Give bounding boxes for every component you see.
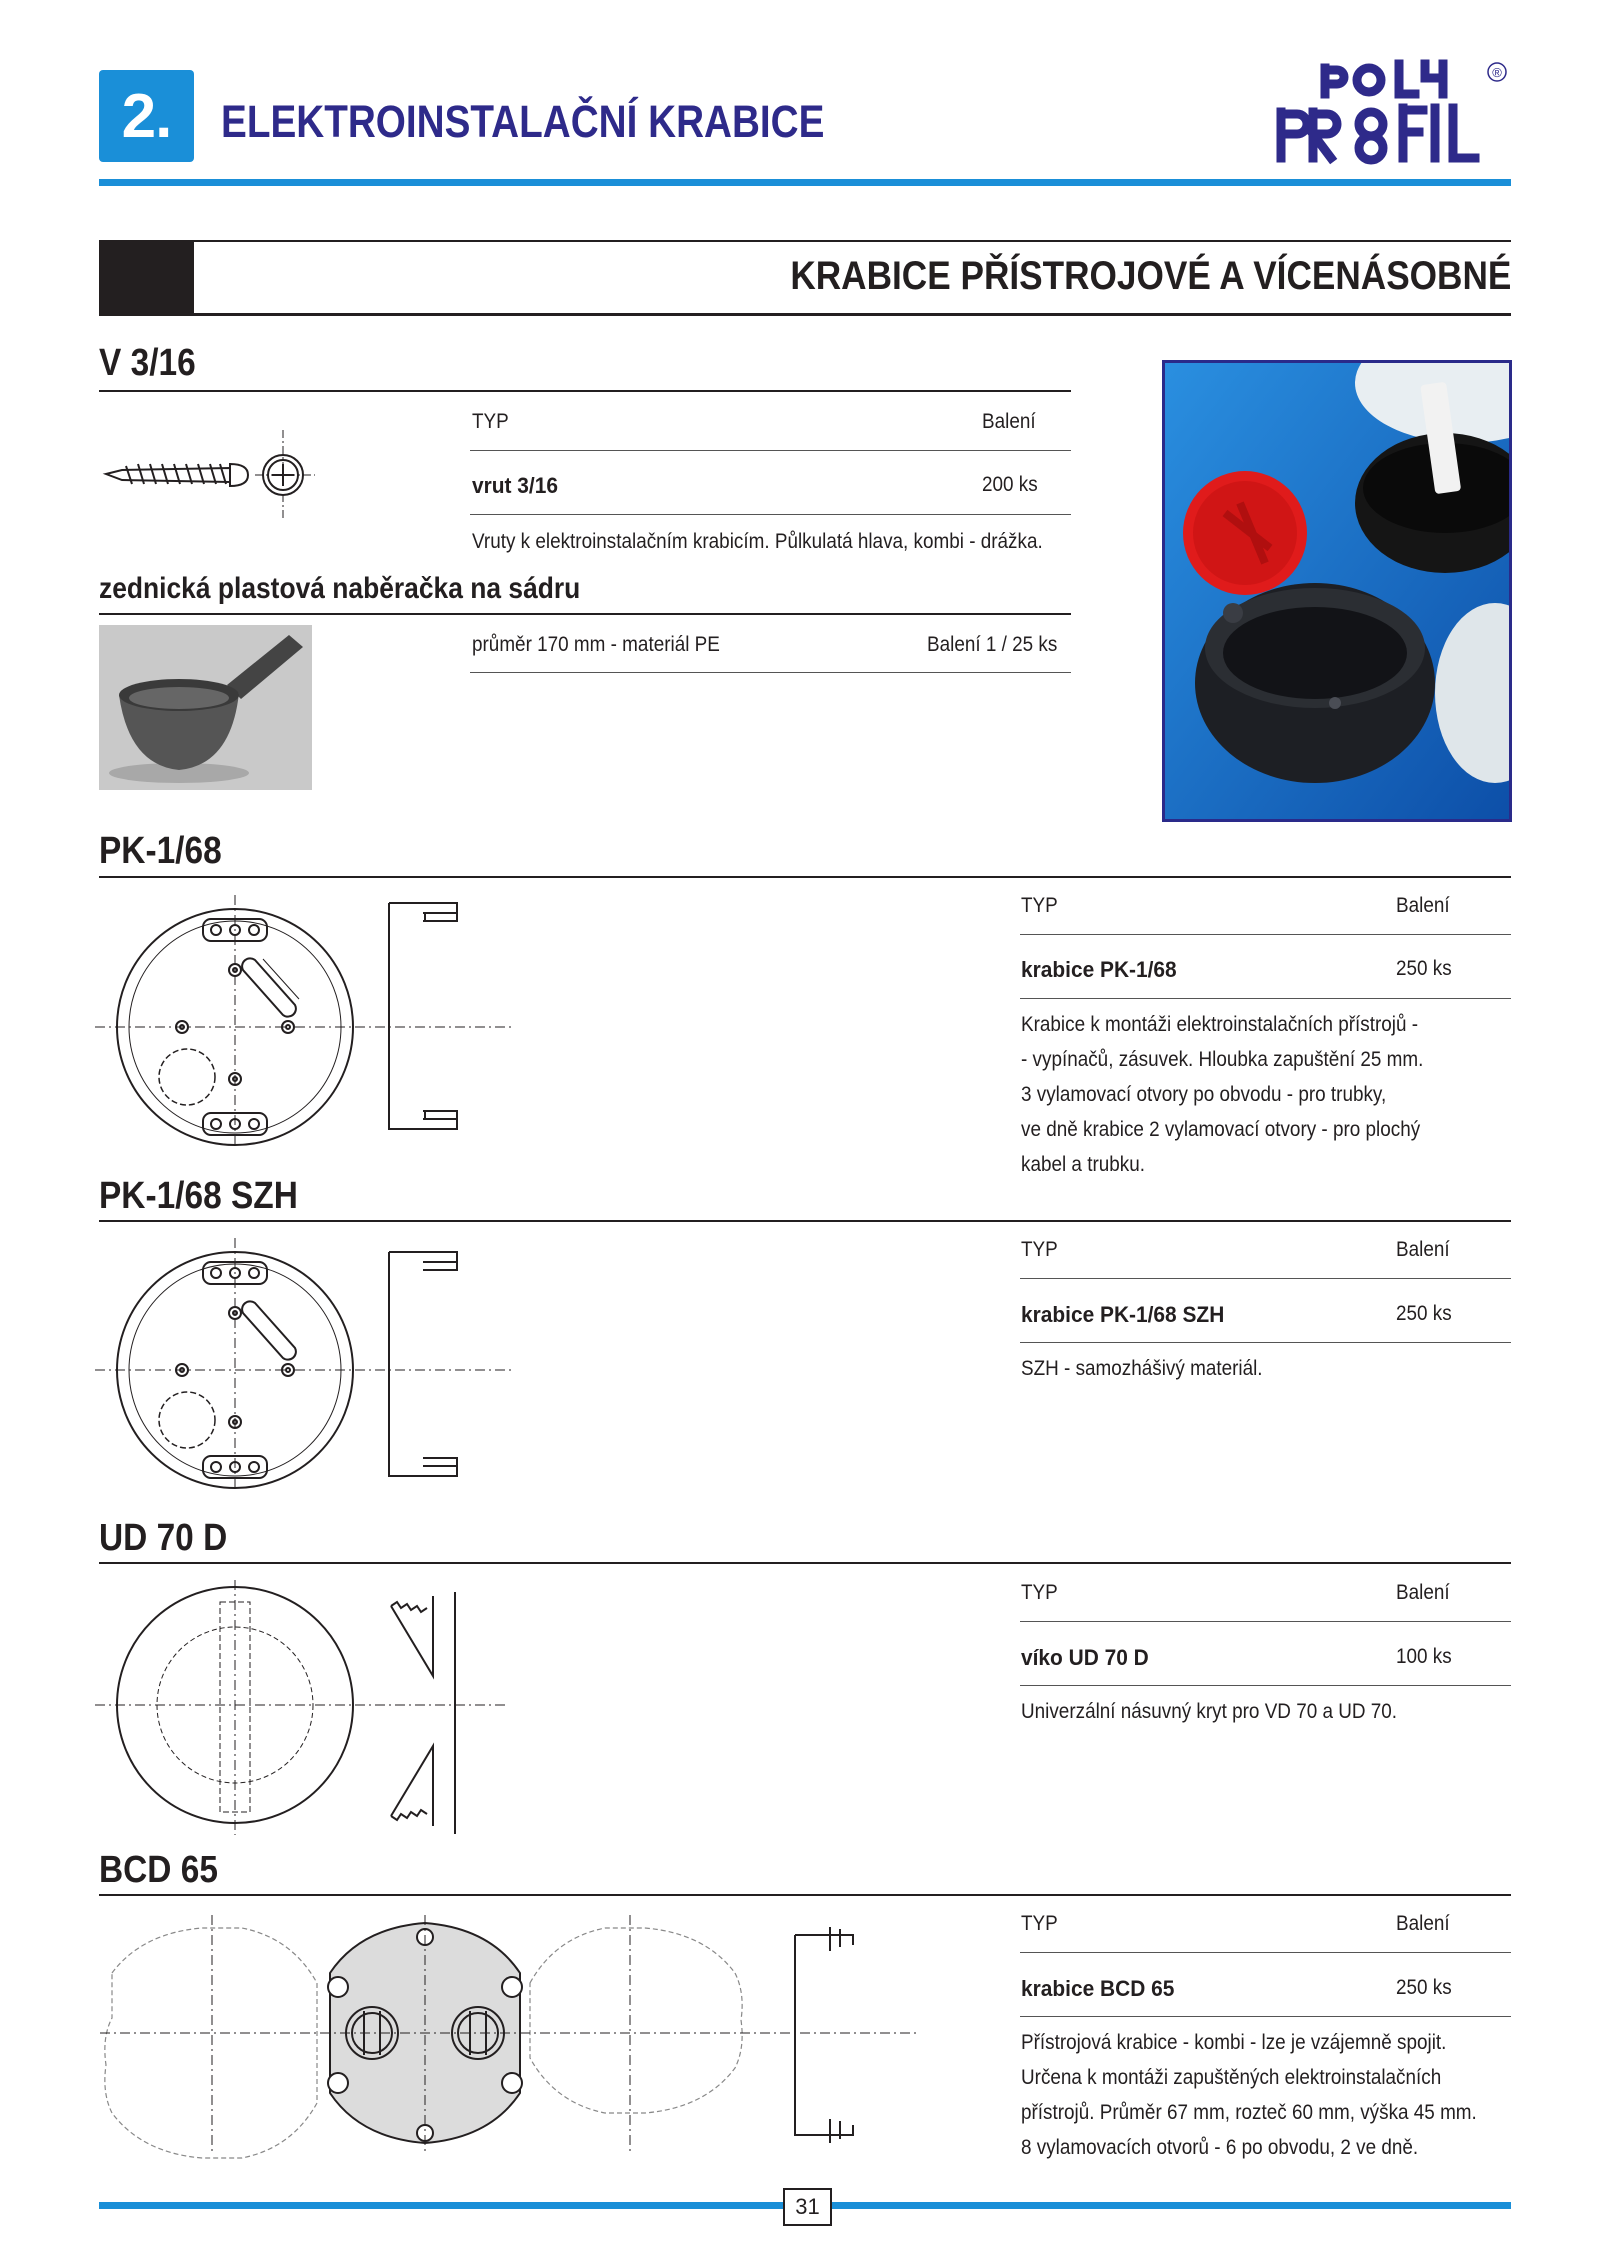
product-type: krabice PK-1/68 SZH [1021,1302,1225,1327]
table-rule [1020,2016,1511,2017]
product-photo-boxes [1162,360,1512,822]
product-pack: 250 ks [1396,1302,1452,1325]
desc-line: Přístrojová krabice - kombi - lze je vzájemně spojit. [1021,2031,1447,2054]
divider [99,1562,1511,1564]
section-block [99,240,194,316]
product-type: vrut 3/16 [472,473,558,498]
product-type: krabice PK-1/68 [1021,957,1177,982]
section-title: KRABICE PŘÍSTROJOVÉ A VÍCENÁSOBNÉ [789,254,1511,298]
product-heading-scoop: zednická plastová naběračka na sádru [99,572,581,605]
table-rule [1020,1621,1511,1622]
divider [99,613,1071,615]
desc-line: Určena k montáži zapuštěných elektroinstalačních [1021,2066,1442,2089]
col-pack-label: Balení [982,410,1036,433]
section-rule-bottom [99,313,1511,316]
col-type-label: TYP [1021,1912,1058,1935]
chapter-title: ELEKTROINSTALAČNÍ KRABICE [221,96,825,147]
section-rule-top [99,240,1511,242]
product-heading-v316: V 3/16 [99,342,196,384]
desc-line: ve dně krabice 2 vylamovací otvory - pro plochý [1021,1118,1421,1141]
registered-mark: ® [1492,65,1502,80]
screw-drawing [100,430,330,520]
product-type: krabice BCD 65 [1021,1976,1175,2001]
divider [99,876,1511,878]
table-rule [470,672,1071,673]
pk168szh-drawing [95,1230,515,1490]
page-number: 31 [783,2188,832,2226]
product-pack: 100 ks [1396,1645,1452,1668]
product-desc [1021,2025,1477,2165]
desc-line: přístrojů. Průměr 67 mm, rozteč 60 mm, výška 45 mm. [1021,2101,1477,2124]
col-type-label: TYP [1021,894,1058,917]
col-pack-label: Balení [1396,1238,1450,1261]
table-rule [1020,1685,1511,1686]
chapter-number-badge: 2. [99,70,194,162]
product-heading-ud70d: UD 70 D [99,1517,228,1559]
table-rule [1020,1952,1511,1953]
desc-line: Krabice k montáži elektroinstalačních přístrojů - [1021,1013,1419,1036]
product-type: průměr 170 mm - materiál PE [472,633,720,656]
product-desc: Vruty k elektroinstalačním krabicím. Půlkulatá hlava, kombi - drážka. [472,530,1043,553]
desc-line: - vypínačů, zásuvek. Hloubka zapuštění 25 mm. [1021,1048,1424,1071]
table-rule [470,514,1071,515]
product-pack: 250 ks [1396,957,1452,980]
ud70d-drawing [95,1580,515,1840]
col-type-label: TYP [1021,1581,1058,1604]
product-desc: Univerzální násuvný kryt pro VD 70 a UD 70. [1021,1700,1398,1723]
product-pack: 200 ks [982,473,1038,496]
product-desc [1021,1007,1423,1182]
product-heading-bcd65: BCD 65 [99,1849,218,1891]
divider [99,1894,1511,1896]
polyprofil-logo [1275,58,1515,168]
table-rule [1020,1278,1511,1279]
divider [99,390,1071,392]
header-rule [99,179,1511,186]
table-rule [470,450,1071,451]
product-heading-pk168: PK-1/68 [99,830,222,872]
product-pack: 250 ks [1396,1976,1452,1999]
product-type: víko UD 70 D [1021,1645,1149,1670]
desc-line: 8 vylamovacích otvorů - 6 po obvodu, 2 ve dně. [1021,2136,1419,2159]
table-rule [1020,1342,1511,1343]
product-pack: Balení 1 / 25 ks [927,633,1058,656]
col-pack-label: Balení [1396,1912,1450,1935]
col-pack-label: Balení [1396,1581,1450,1604]
col-pack-label: Balení [1396,894,1450,917]
desc-line: 3 vylamovací otvory po obvodu - pro trubky, [1021,1083,1387,1106]
table-rule [1020,934,1511,935]
bcd65-drawing [100,1915,920,2155]
scoop-photo [99,625,312,790]
table-rule [1020,998,1511,999]
divider [99,1220,1511,1222]
col-type-label: TYP [472,410,509,433]
product-desc: SZH - samozhášivý materiál. [1021,1357,1263,1380]
desc-line: kabel a trubku. [1021,1153,1145,1176]
pk168-drawing [95,885,515,1145]
product-heading-pk168szh: PK-1/68 SZH [99,1175,298,1217]
col-type-label: TYP [1021,1238,1058,1261]
